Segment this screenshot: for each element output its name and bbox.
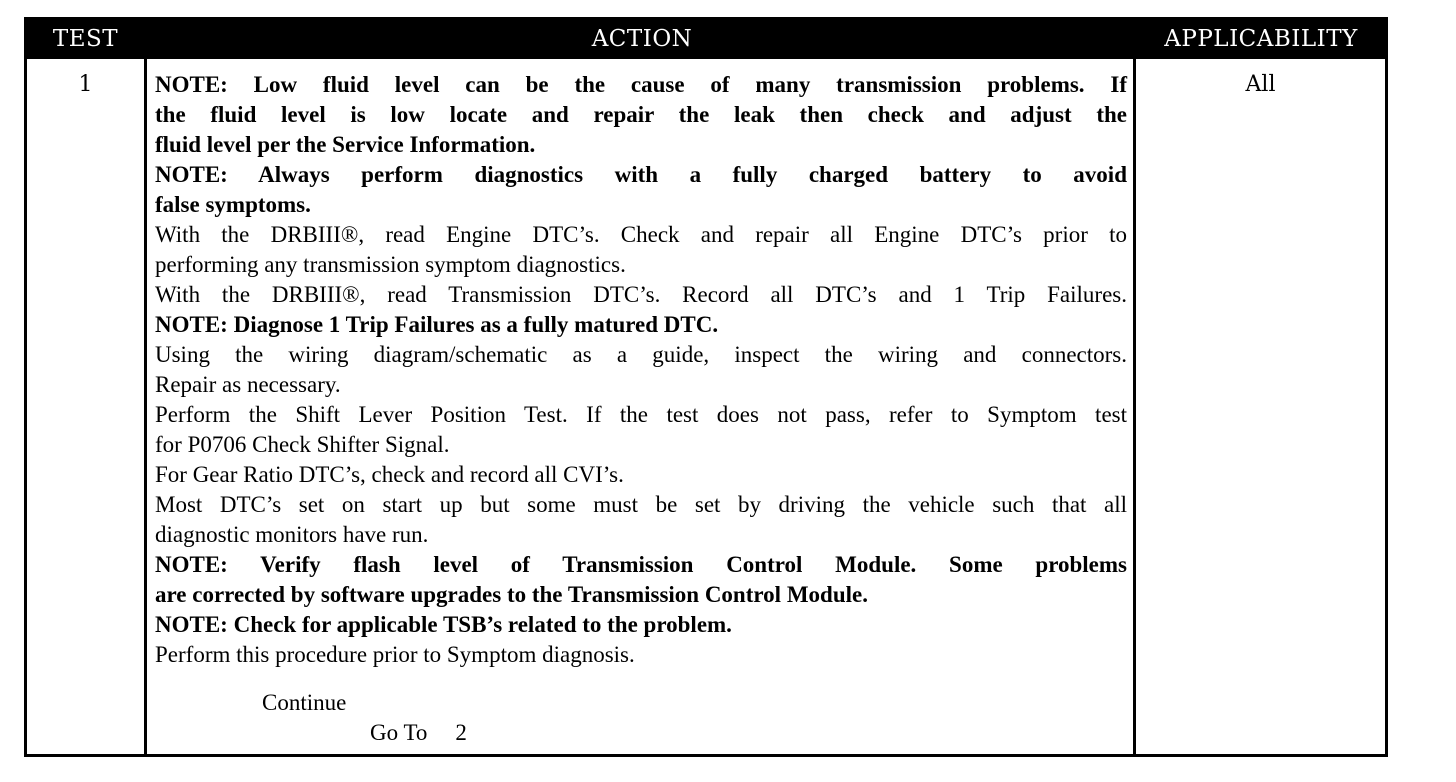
action-line: are corrected by software upgrades to the Transmission Control Module. xyxy=(155,582,868,607)
action-text xyxy=(155,70,1127,670)
action-line: diagnostic monitors have run. xyxy=(155,522,429,547)
column-divider xyxy=(1133,59,1136,754)
action-line: Using the wiring diagram/schematic as a guide, inspect the wiring and connectors. xyxy=(155,342,1127,367)
applicability-value: All xyxy=(1245,72,1276,97)
goto-instruction xyxy=(370,720,467,746)
action-line: NOTE: Verify flash level of Transmission Control Module. Some problems xyxy=(155,552,1127,577)
action-line: For Gear Ratio DTC’s, check and record all CVI’s. xyxy=(155,462,624,487)
continue-label: Continue xyxy=(262,690,347,715)
test-number: 1 xyxy=(78,72,93,97)
action-line: With the DRBIII®, read Engine DTC’s. Check and repair all Engine DTC’s prior to xyxy=(155,222,1127,247)
action-line: Perform this procedure prior to Symptom diagnosis. xyxy=(155,642,635,667)
action-line: Repair as necessary. xyxy=(155,372,341,397)
action-line: performing any transmission symptom diagnostics. xyxy=(155,252,626,277)
action-line: false symptoms. xyxy=(155,192,311,217)
table-header xyxy=(27,20,1385,59)
action-line: Perform the Shift Lever Position Test. If the test does not pass, refer to Symptom test xyxy=(155,402,1127,427)
header-applicability: APPLICABILITY xyxy=(1164,26,1358,52)
goto-target: 2 xyxy=(455,720,467,745)
action-line: for P0706 Check Shifter Signal. xyxy=(155,432,450,457)
action-line: With the DRBIII®, read Transmission DTC’s. Record all DTC’s and 1 Trip Failures. xyxy=(155,282,1127,307)
diagnostic-table xyxy=(24,17,1388,757)
action-line: NOTE: Check for applicable TSB’s related to the problem. xyxy=(155,612,732,637)
action-line: fluid level per the Service Information. xyxy=(155,132,536,157)
action-line: NOTE: Always perform diagnostics with a fully charged battery to avoid xyxy=(155,162,1127,187)
header-action: ACTION xyxy=(591,26,693,52)
action-line: Most DTC’s set on start up but some must be set by driving the vehicle such that all xyxy=(155,492,1127,517)
column-divider xyxy=(144,59,147,754)
goto-label: Go To xyxy=(370,720,428,745)
action-line: NOTE: Low fluid level can be the cause of many transmission problems. If xyxy=(155,72,1127,97)
header-test: TEST xyxy=(52,26,119,52)
action-line: the fluid level is low locate and repair the leak then check and adjust the xyxy=(155,102,1127,127)
action-line: NOTE: Diagnose 1 Trip Failures as a fully matured DTC. xyxy=(155,312,719,337)
